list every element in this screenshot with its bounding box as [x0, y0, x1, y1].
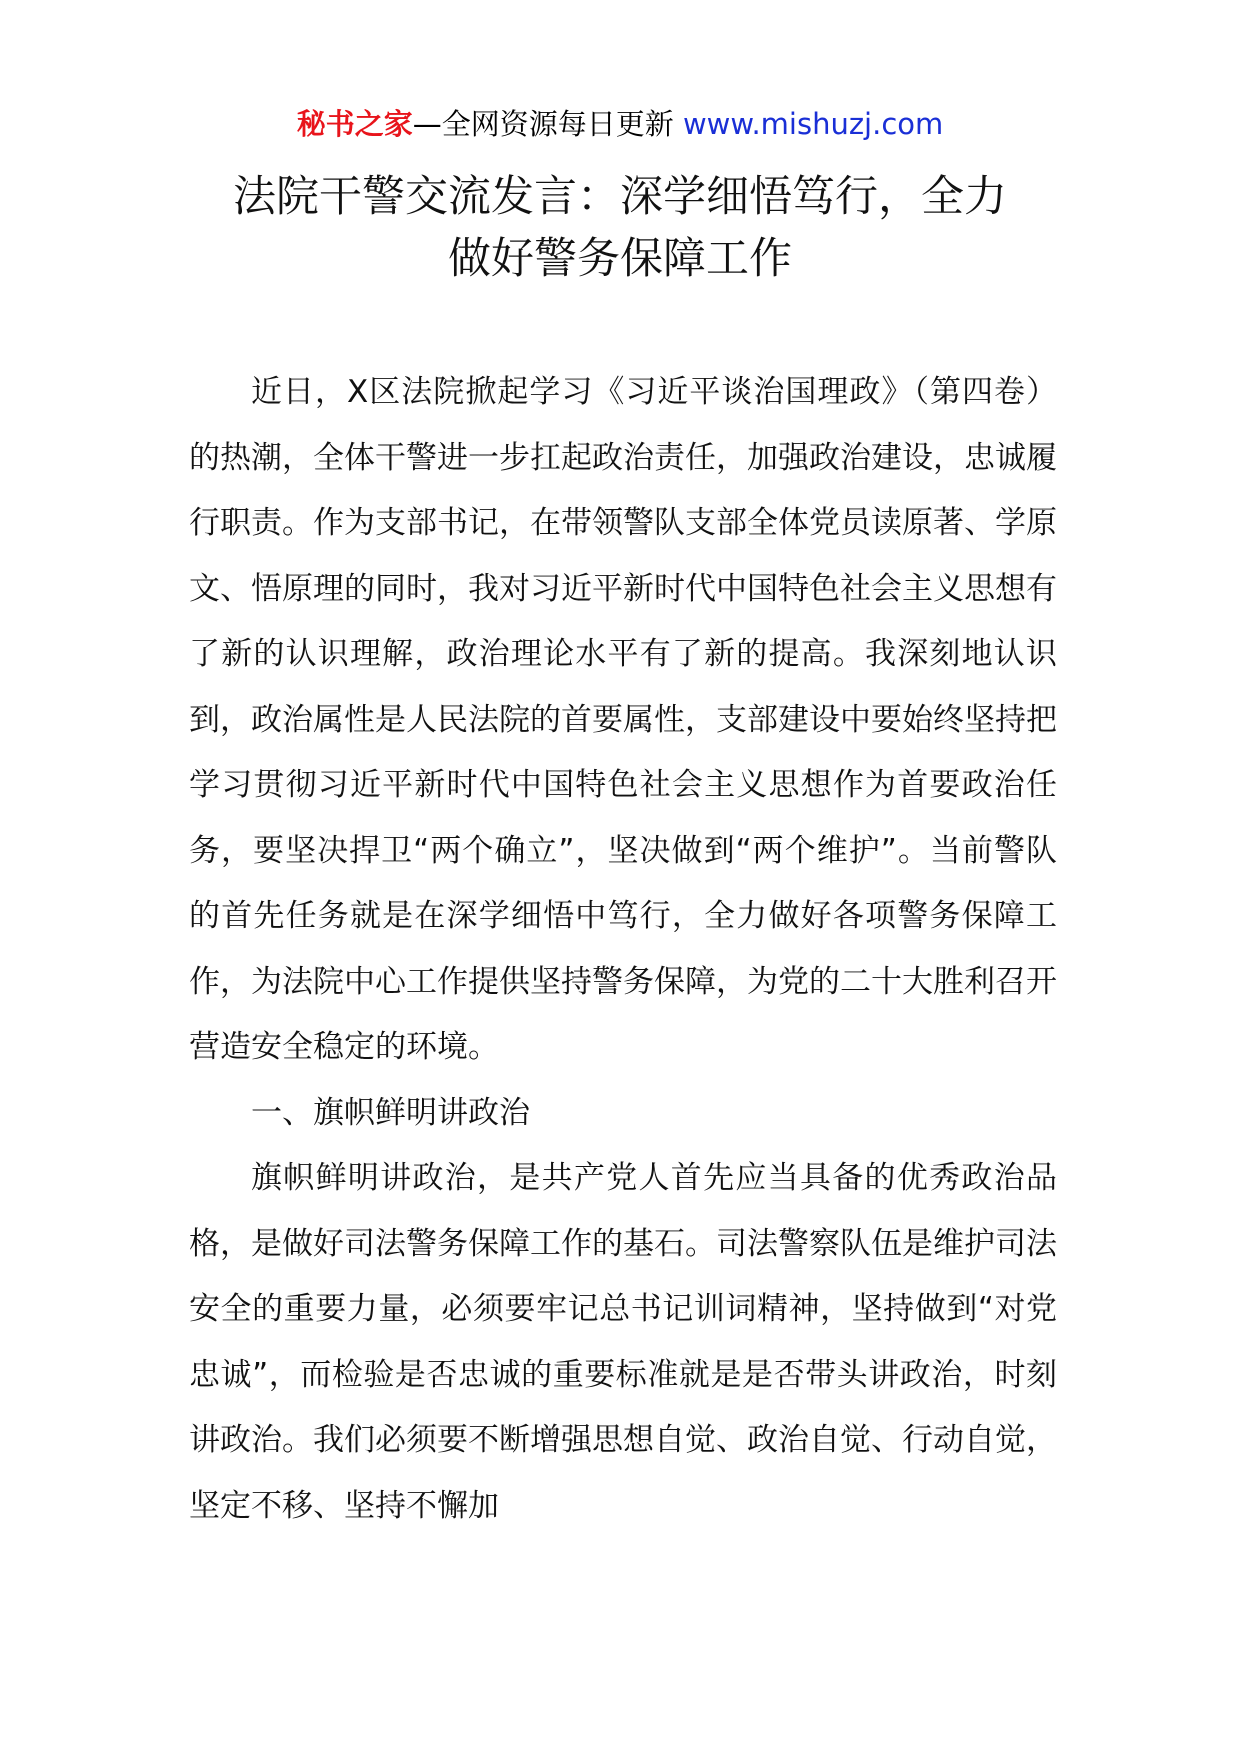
header-tagline: —全网资源每日更新 [412, 107, 683, 141]
title-line-2: 做好警务保障工作 [448, 234, 792, 284]
site-url-link[interactable]: www.mishuzj.com [682, 107, 944, 141]
document-title [0, 166, 1240, 290]
document-body [189, 360, 1057, 1539]
body-paragraph: 旗帜鲜明讲政治，是共产党人首先应当具备的优秀政治品格，是做好司法警务保障工作的基石。司法警察队伍是维护司法安全的重要力量，必须要牢记总书记训词精神，坚持做到“对党忠诚”，而检验是否忠诚的重要标准就是是否带头讲政治，时刻讲政治。我们必须要不断增强思想自觉、政治自觉、行动自觉，坚定不移、坚持不懈加 [189, 1160, 1057, 1524]
title-line-1: 法院干警交流发言：深学细悟笃行，全力 [233, 172, 1007, 222]
site-header [0, 102, 1240, 146]
body-paragraph: 近日，X区法院掀起学习《习近平谈治国理政》（第四卷）的热潮，全体干警进一步扛起政治责任，加强政治建设，忠诚履行职责。作为支部书记，在带领警队支部全体党员读原著、学原文、悟原理的同时，我对习近平新时代中国特色社会主义思想有了新的认识理解，政治理论水平有了新的提高。我深刻地认识到，政治属性是人民法院的首要属性，支部建设中要始终坚持把学习贯彻习近平新时代中国特色社会主义思想作为首要政治任务，要坚决捍卫“两个确立”，坚决做到“两个维护”。当前警队的首先任务就是在深学细悟中笃行，全力做好各项警务保障工作，为法院中心工作提供坚持警务保障，为党的二十大胜利召开营造安全稳定的环境。 [189, 374, 1057, 1065]
brand-name: 秘书之家 [296, 107, 413, 141]
section-heading: 一、旗帜鲜明讲政治 [251, 1094, 530, 1131]
